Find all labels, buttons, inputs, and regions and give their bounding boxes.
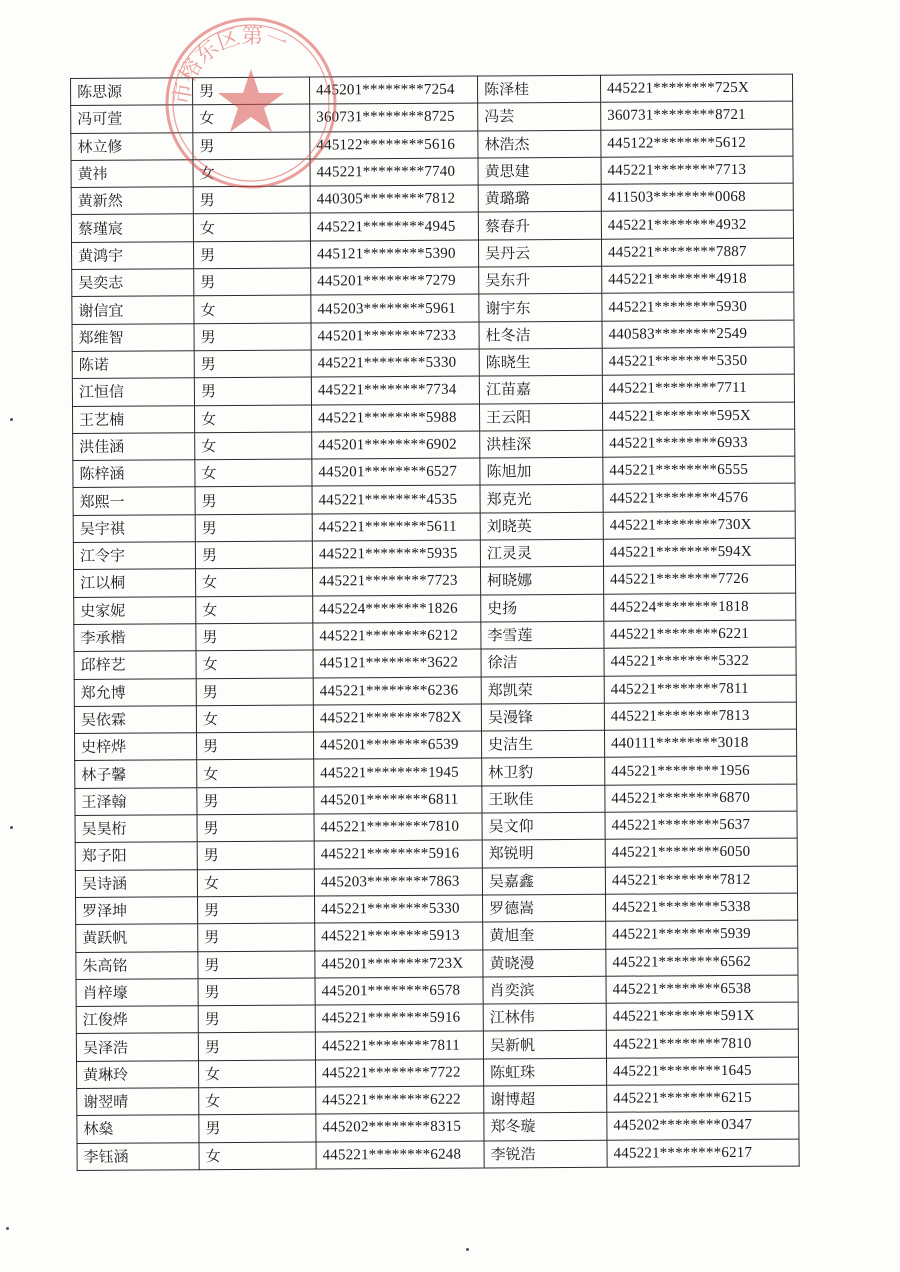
table-row (71, 183, 793, 215)
student-name: 黄琳玲 (77, 1060, 199, 1088)
guardian-id-number: 445224********1818 (604, 593, 796, 621)
student-name: 郑允博 (74, 678, 196, 706)
student-gender: 男 (197, 732, 314, 760)
student-id-number: 445221********7811 (315, 1031, 483, 1059)
student-gender: 女 (196, 705, 313, 733)
student-id-number: 445221********7740 (310, 158, 478, 186)
guardian-id-number: 440111********3018 (604, 729, 796, 757)
student-name: 王艺楠 (73, 405, 195, 433)
guardian-id-number: 445221********595X (602, 402, 794, 430)
table-row (72, 238, 794, 270)
student-name: 黄新然 (71, 187, 193, 215)
table-row (77, 1057, 799, 1089)
student-gender: 男 (194, 350, 311, 378)
scan-speck (10, 418, 13, 421)
table-row (77, 1111, 799, 1143)
table-row (72, 374, 794, 406)
table-row (75, 866, 797, 898)
student-name: 江以桐 (74, 569, 196, 597)
table-row (75, 729, 797, 761)
student-name: 吴昊桁 (75, 815, 197, 843)
guardian-name: 郑克光 (480, 485, 603, 513)
student-gender: 男 (195, 486, 312, 514)
student-gender: 女 (197, 869, 314, 897)
table-row (75, 811, 797, 843)
student-id-number: 445221********5916 (314, 840, 482, 868)
student-gender: 男 (197, 787, 314, 815)
guardian-name: 史洁生 (481, 730, 604, 758)
student-id-number: 445201********7233 (311, 322, 479, 350)
student-id-number: 445201********6539 (314, 731, 482, 759)
student-id-number: 445201********6578 (315, 977, 483, 1005)
student-id-number: 445221********5913 (315, 922, 483, 950)
student-name: 蔡瑾宸 (71, 214, 193, 242)
student-gender: 男 (198, 978, 315, 1006)
student-gender: 男 (193, 132, 310, 160)
guardian-name: 吴丹云 (478, 239, 601, 267)
student-id-number: 445221********782X (313, 704, 481, 732)
student-name: 黄跃帆 (76, 924, 198, 952)
guardian-id-number: 445221********1645 (606, 1057, 798, 1085)
student-gender: 男 (194, 377, 311, 405)
student-gender: 女 (197, 759, 314, 787)
guardian-name: 谢博超 (484, 1085, 607, 1113)
table-row (74, 647, 796, 679)
student-gender: 男 (196, 623, 313, 651)
student-name: 林子馨 (75, 760, 197, 788)
student-name: 郑子阳 (75, 842, 197, 870)
guardian-name: 吴嘉鑫 (482, 867, 605, 895)
table-row (72, 320, 794, 352)
table-row (74, 593, 796, 625)
table-row (73, 456, 795, 488)
guardian-id-number: 445202********0347 (607, 1111, 799, 1139)
student-gender: 女 (196, 650, 313, 678)
guardian-name: 洪桂深 (480, 430, 603, 458)
student-gender: 男 (198, 1032, 315, 1060)
student-id-number: 445221********5330 (311, 349, 479, 377)
table-row (76, 975, 798, 1007)
scan-speck (10, 826, 13, 829)
student-name: 林燊 (77, 1115, 199, 1143)
table-row (73, 402, 795, 434)
guardian-name: 郑凯荣 (481, 676, 604, 704)
student-id-number: 445221********5330 (315, 895, 483, 923)
guardian-id-number: 445221********5939 (606, 920, 798, 948)
student-name: 朱高铭 (76, 951, 198, 979)
guardian-id-number: 440583********2549 (602, 320, 794, 348)
scan-speck (6, 1227, 9, 1230)
student-id-number: 445201********6811 (314, 786, 482, 814)
guardian-name: 陈旭加 (480, 457, 603, 485)
student-id-number: 445221********4535 (312, 485, 480, 513)
table-row (74, 620, 796, 652)
student-gender: 男 (198, 951, 315, 979)
guardian-name: 黄思建 (478, 157, 601, 185)
table-row (74, 565, 796, 597)
table-row (75, 756, 797, 788)
student-id-number: 445201********723X (315, 949, 483, 977)
student-gender: 女 (196, 568, 313, 596)
student-gender: 男 (194, 241, 311, 269)
student-name: 李承楷 (74, 624, 196, 652)
guardian-name: 郑锐明 (482, 840, 605, 868)
table-row (77, 1139, 799, 1171)
table-row (73, 538, 795, 570)
table-row (71, 211, 793, 243)
student-name: 江俊烨 (76, 1006, 198, 1034)
student-name: 黄祎 (71, 160, 193, 188)
student-gender: 男 (196, 678, 313, 706)
guardian-id-number: 445221********5350 (602, 347, 794, 375)
guardian-name: 江林伟 (483, 1003, 606, 1031)
table-row (71, 156, 793, 188)
student-name: 谢翌晴 (77, 1088, 199, 1116)
guardian-name: 柯晓娜 (480, 567, 603, 595)
student-gender: 男 (195, 514, 312, 542)
guardian-id-number: 445221********6562 (606, 948, 798, 976)
guardian-name: 李锐浩 (484, 1140, 607, 1168)
student-id-number: 445221********6222 (316, 1086, 484, 1114)
student-name: 陈诺 (72, 351, 194, 379)
roster-table (70, 74, 800, 1171)
student-id-number: 445221********7723 (313, 567, 481, 595)
student-gender: 女 (193, 159, 310, 187)
student-gender: 女 (195, 459, 312, 487)
guardian-name: 陈晓生 (479, 348, 602, 376)
student-name: 邱梓艺 (74, 651, 196, 679)
guardian-name: 王云阳 (479, 403, 602, 431)
guardian-name: 冯芸 (478, 103, 601, 131)
guardian-id-number: 445221********4576 (603, 484, 795, 512)
student-id-number: 445201********7254 (309, 76, 477, 104)
guardian-id-number: 445221********7887 (601, 238, 793, 266)
student-gender: 女 (193, 104, 310, 132)
table-row (76, 1002, 798, 1034)
student-gender: 女 (199, 1087, 316, 1115)
guardian-name: 陈虹珠 (483, 1058, 606, 1086)
guardian-id-number: 445221********6217 (607, 1139, 799, 1167)
student-id-number: 445203********5961 (311, 294, 479, 322)
guardian-name: 江苗嘉 (479, 376, 602, 404)
student-id-number: 360731********8725 (310, 103, 478, 131)
student-name: 陈梓涵 (73, 460, 195, 488)
student-id-number: 445221********5988 (311, 404, 479, 432)
guardian-id-number: 445221********5338 (605, 893, 797, 921)
guardian-id-number: 445221********730X (603, 511, 795, 539)
guardian-id-number: 445221********7813 (604, 702, 796, 730)
guardian-name: 黄晓漫 (483, 949, 606, 977)
table-row (72, 347, 794, 379)
student-name: 史家妮 (74, 596, 196, 624)
guardian-name: 江灵灵 (480, 539, 603, 567)
guardian-id-number: 445221********6555 (603, 456, 795, 484)
scan-speck (466, 1248, 469, 1251)
student-gender: 男 (197, 841, 314, 869)
guardian-name: 王耿佳 (482, 785, 605, 813)
guardian-id-number: 445221********5930 (602, 292, 794, 320)
guardian-name: 史扬 (481, 594, 604, 622)
table-row (75, 838, 797, 870)
table-row (73, 511, 795, 543)
table-row (74, 702, 796, 734)
student-gender: 男 (199, 1114, 316, 1142)
student-gender: 女 (199, 1142, 316, 1170)
student-name: 王泽翰 (75, 787, 197, 815)
guardian-id-number: 445221********6870 (605, 784, 797, 812)
guardian-id-number: 445221********4932 (601, 211, 793, 239)
guardian-name: 谢宇东 (479, 294, 602, 322)
student-gender: 男 (197, 814, 314, 842)
seal-text: 市榕东区第一 (169, 23, 291, 107)
student-gender: 男 (193, 186, 310, 214)
guardian-name: 林浩杰 (478, 130, 601, 158)
table-row (71, 129, 793, 161)
guardian-name: 李雪莲 (481, 621, 604, 649)
student-gender: 女 (195, 432, 312, 460)
student-id-number: 445201********6527 (312, 458, 480, 486)
guardian-id-number: 445221********4918 (602, 265, 794, 293)
student-gender: 男 (194, 268, 311, 296)
student-name: 谢信宜 (72, 296, 194, 324)
guardian-name: 陈泽桂 (477, 75, 600, 103)
guardian-name: 黄旭奎 (483, 921, 606, 949)
table-row (72, 265, 794, 297)
table-row (77, 1084, 799, 1116)
student-gender: 女 (195, 405, 312, 433)
student-gender: 女 (194, 295, 311, 323)
table-row (76, 920, 798, 952)
guardian-id-number: 445221********594X (603, 538, 795, 566)
student-name: 史梓烨 (75, 733, 197, 761)
student-gender: 女 (193, 214, 310, 242)
student-id-number: 445221********7722 (316, 1059, 484, 1087)
guardian-id-number: 445122********5612 (601, 129, 793, 157)
guardian-id-number: 445221********7713 (601, 156, 793, 184)
student-name: 冯可萱 (71, 105, 193, 133)
guardian-id-number: 411503********0068 (601, 183, 793, 211)
guardian-id-number: 445221********7811 (604, 675, 796, 703)
student-name: 吴诗涵 (75, 869, 197, 897)
guardian-id-number: 360731********8721 (601, 101, 793, 129)
student-name: 肖梓壕 (76, 979, 198, 1007)
student-id-number: 445201********6902 (312, 431, 480, 459)
student-gender: 男 (194, 323, 311, 351)
student-id-number: 440305********7812 (310, 185, 478, 213)
student-id-number: 445221********1945 (314, 758, 482, 786)
guardian-id-number: 445221********7810 (606, 1029, 798, 1057)
student-gender: 男 (195, 541, 312, 569)
guardian-id-number: 445221********591X (606, 1002, 798, 1030)
student-id-number: 445203********7863 (314, 868, 482, 896)
guardian-id-number: 445221********7726 (603, 565, 795, 593)
student-id-number: 445224********1826 (313, 595, 481, 623)
student-gender: 女 (199, 1060, 316, 1088)
student-name: 江恒信 (72, 378, 194, 406)
student-id-number: 445221********5935 (312, 540, 480, 568)
student-id-number: 445122********5616 (310, 131, 478, 159)
guardian-name: 吴新帆 (483, 1031, 606, 1059)
student-id-number: 445221********6248 (316, 1141, 484, 1169)
guardian-id-number: 445221********5322 (604, 647, 796, 675)
student-id-number: 445221********6212 (313, 622, 481, 650)
guardian-id-number: 445221********6050 (605, 838, 797, 866)
table-row (71, 74, 793, 106)
table-row (76, 893, 798, 925)
roster-body (71, 74, 800, 1170)
guardian-name: 吴东升 (479, 266, 602, 294)
student-name: 林立修 (71, 132, 193, 160)
student-id-number: 445221********7734 (311, 376, 479, 404)
guardian-id-number: 445221********5637 (605, 811, 797, 839)
student-name: 洪佳涵 (73, 433, 195, 461)
student-id-number: 445221********4945 (310, 212, 478, 240)
student-id-number: 445201********7279 (311, 267, 479, 295)
student-id-number: 445202********8315 (316, 1113, 484, 1141)
guardian-id-number: 445221********6538 (606, 975, 798, 1003)
guardian-name: 罗德嵩 (482, 894, 605, 922)
student-id-number: 445121********3622 (313, 649, 481, 677)
student-name: 罗泽坤 (76, 897, 198, 925)
guardian-name: 黄璐璐 (478, 184, 601, 212)
student-name: 黄鸿宇 (72, 242, 194, 270)
student-name: 吴依霖 (74, 706, 196, 734)
table-row (74, 675, 796, 707)
student-name: 郑维智 (72, 323, 194, 351)
student-gender: 男 (198, 896, 315, 924)
table-row (73, 484, 795, 516)
guardian-name: 林卫豹 (482, 758, 605, 786)
student-gender: 男 (193, 77, 310, 105)
student-name: 吴奕志 (72, 269, 194, 297)
guardian-id-number: 445221********7812 (605, 866, 797, 894)
student-name: 李钰涵 (77, 1142, 199, 1170)
table-row (72, 292, 794, 324)
student-name: 吴泽浩 (76, 1033, 198, 1061)
student-name: 郑熙一 (73, 487, 195, 515)
guardian-id-number: 445221********6933 (603, 429, 795, 457)
guardian-name: 徐洁 (481, 648, 604, 676)
student-id-number: 445221********7810 (314, 813, 482, 841)
guardian-id-number: 445221********1956 (605, 756, 797, 784)
student-name: 吴宇祺 (73, 514, 195, 542)
student-id-number: 445221********6236 (313, 677, 481, 705)
guardian-name: 吴文仰 (482, 812, 605, 840)
guardian-id-number: 445221********6221 (604, 620, 796, 648)
student-gender: 女 (196, 596, 313, 624)
table-row (76, 1029, 798, 1061)
guardian-name: 肖奕滨 (483, 976, 606, 1004)
student-id-number: 445121********5390 (310, 240, 478, 268)
guardian-id-number: 445221********7711 (602, 374, 794, 402)
guardian-name: 蔡春升 (478, 212, 601, 240)
table-row (71, 101, 793, 133)
guardian-id-number: 445221********725X (600, 74, 792, 102)
guardian-name: 刘晓英 (480, 512, 603, 540)
table-row (76, 948, 798, 980)
table-row (73, 429, 795, 461)
guardian-name: 郑冬璇 (484, 1113, 607, 1141)
student-gender: 男 (198, 1005, 315, 1033)
student-gender: 男 (198, 923, 315, 951)
student-id-number: 445221********5916 (315, 1004, 483, 1032)
table-row (75, 784, 797, 816)
guardian-name: 杜冬洁 (479, 321, 602, 349)
student-id-number: 445221********5611 (312, 513, 480, 541)
guardian-name: 吴漫锋 (481, 703, 604, 731)
student-name: 江令宇 (73, 542, 195, 570)
student-name: 陈思源 (71, 78, 193, 106)
guardian-id-number: 445221********6215 (607, 1084, 799, 1112)
